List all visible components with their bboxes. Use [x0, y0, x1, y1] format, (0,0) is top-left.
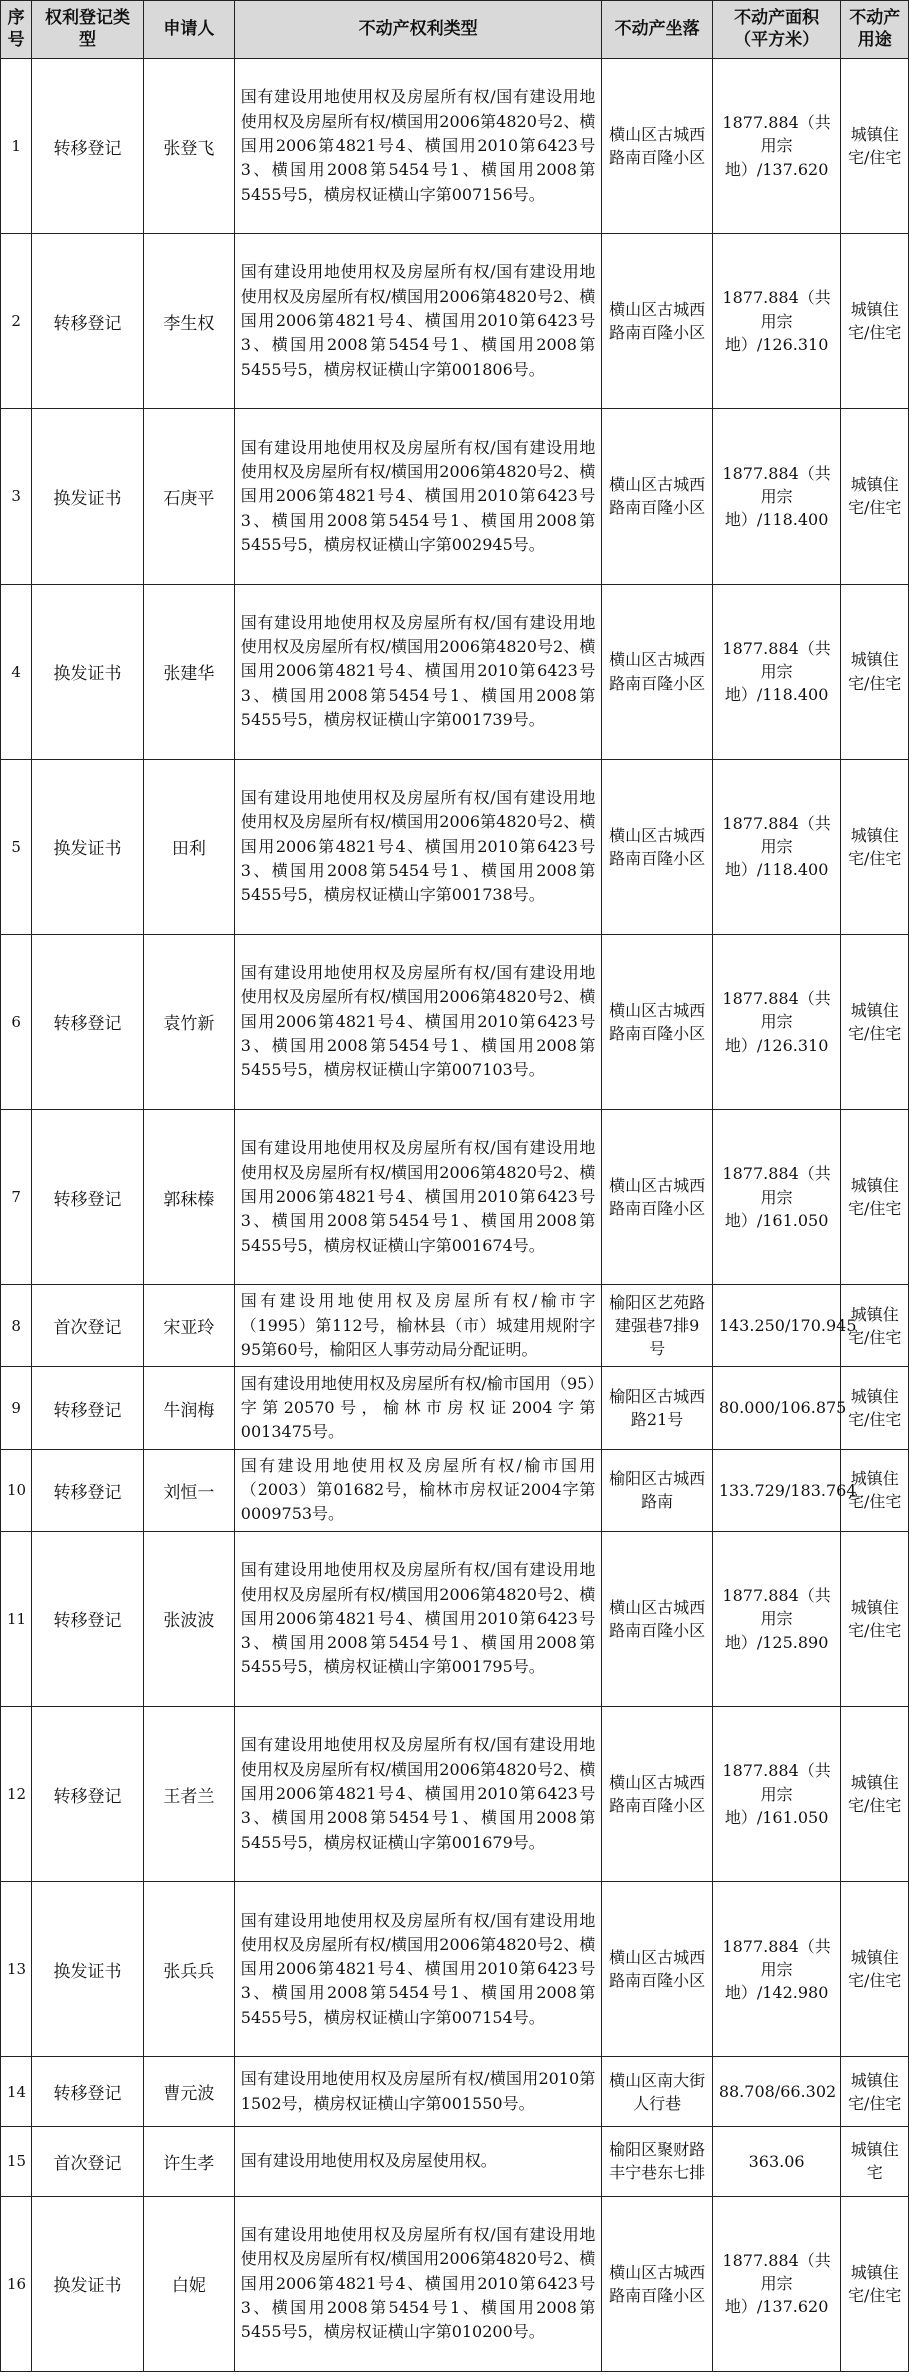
row-number: 14 — [1, 2057, 32, 2127]
applicant-name: 田利 — [143, 759, 234, 934]
right-type-text: 国有建设用地使用权及房屋所有权/国有建设用地使用权及房屋所有权/横国用2006第4820号2、横国用2006第4821号4、横国用2010第6423号3、横国用2008第5454号1、横国用2008第5455号5，横房权证横山字第007103号。 — [234, 934, 602, 1109]
applicant-name: 张建华 — [143, 584, 234, 759]
property-use: 城镇住宅/住宅 — [841, 2196, 909, 2371]
table-row — [1, 1882, 909, 2057]
property-location: 横山区南大街人行巷 — [602, 2057, 712, 2127]
row-number: 4 — [1, 584, 32, 759]
property-location: 横山区古城西路南百隆小区 — [602, 934, 712, 1109]
property-area: 1877.884（共用宗地）/118.400 — [712, 584, 841, 759]
applicant-name: 张兵兵 — [143, 1882, 234, 2057]
header-no: 序号 — [1, 1, 32, 59]
row-number: 5 — [1, 759, 32, 934]
property-location: 榆阳区古城西路21号 — [602, 1367, 712, 1449]
property-location: 横山区古城西路南百隆小区 — [602, 1707, 712, 1882]
property-location: 横山区古城西路南百隆小区 — [602, 2196, 712, 2371]
right-type-text: 国有建设用地使用权及房屋使用权。 — [234, 2127, 602, 2197]
property-location: 横山区古城西路南百隆小区 — [602, 234, 712, 409]
property-location: 横山区古城西路南百隆小区 — [602, 1531, 712, 1706]
applicant-name: 郭秣榛 — [143, 1110, 234, 1285]
row-number: 15 — [1, 2127, 32, 2197]
property-area: 1877.884（共用宗地）/137.620 — [712, 2196, 841, 2371]
registration-type: 转移登记 — [32, 1707, 144, 1882]
property-use: 城镇住宅/住宅 — [841, 1285, 909, 1367]
table-row — [1, 409, 909, 584]
table-row — [1, 2196, 909, 2371]
property-use: 城镇住宅/住宅 — [841, 1882, 909, 2057]
header-right-type: 不动产权利类型 — [234, 1, 602, 59]
row-number: 11 — [1, 1531, 32, 1706]
property-area: 143.250/170.945 — [712, 1285, 841, 1367]
table-row — [1, 1110, 909, 1285]
header-area: 不动产面积（平方米） — [712, 1, 841, 59]
header-applicant: 申请人 — [143, 1, 234, 59]
property-area: 133.729/183.764 — [712, 1449, 841, 1531]
right-type-text: 国有建设用地使用权及房屋所有权/国有建设用地使用权及房屋所有权/横国用2006第4820号2、横国用2006第4821号4、横国用2010第6423号3、横国用2008第5454号1、横国用2008第5455号5，横房权证横山字第010200号。 — [234, 2196, 602, 2371]
property-area: 1877.884（共用宗地）/126.310 — [712, 934, 841, 1109]
registration-type: 转移登记 — [32, 59, 144, 234]
right-type-text: 国有建设用地使用权及房屋所有权/国有建设用地使用权及房屋所有权/横国用2006第4820号2、横国用2006第4821号4、横国用2010第6423号3、横国用2008第5454号1、横国用2008第5455号5，横房权证横山字第001674号。 — [234, 1110, 602, 1285]
right-type-text: 国有建设用地使用权及房屋所有权/国有建设用地使用权及房屋所有权/横国用2006第4820号2、横国用2006第4821号4、横国用2010第6423号3、横国用2008第5454号1、横国用2008第5455号5，横房权证横山字第001795号。 — [234, 1531, 602, 1706]
registration-type: 转移登记 — [32, 1367, 144, 1449]
row-number: 12 — [1, 1707, 32, 1882]
property-location: 横山区古城西路南百隆小区 — [602, 409, 712, 584]
property-area: 363.06 — [712, 2127, 841, 2197]
applicant-name: 刘恒一 — [143, 1449, 234, 1531]
property-use: 城镇住宅/住宅 — [841, 1449, 909, 1531]
property-area: 1877.884（共用宗地）/118.400 — [712, 759, 841, 934]
right-type-text: 国有建设用地使用权及房屋所有权/榆市国用（2003）第01682号，榆林市房权证2004字第0009753号。 — [234, 1449, 602, 1531]
property-area: 1877.884（共用宗地）/137.620 — [712, 59, 841, 234]
property-use: 城镇住宅/住宅 — [841, 1707, 909, 1882]
right-type-text: 国有建设用地使用权及房屋所有权/国有建设用地使用权及房屋所有权/横国用2006第4820号2、横国用2006第4821号4、横国用2010第6423号3、横国用2008第5454号1、横国用2008第5455号5，横房权证横山字第007156号。 — [234, 59, 602, 234]
applicant-name: 宋亚玲 — [143, 1285, 234, 1367]
table-row — [1, 934, 909, 1109]
registration-type: 转移登记 — [32, 234, 144, 409]
table-row — [1, 1707, 909, 1882]
registration-type: 首次登记 — [32, 1285, 144, 1367]
applicant-name: 牛润梅 — [143, 1367, 234, 1449]
right-type-text: 国有建设用地使用权及房屋所有权/国有建设用地使用权及房屋所有权/横国用2006第4820号2、横国用2006第4821号4、横国用2010第6423号3、横国用2008第5454号1、横国用2008第5455号5，横房权证横山字第001806号。 — [234, 234, 602, 409]
property-use: 城镇住宅/住宅 — [841, 934, 909, 1109]
right-type-text: 国有建设用地使用权及房屋所有权/国有建设用地使用权及房屋所有权/横国用2006第4820号2、横国用2006第4821号4、横国用2010第6423号3、横国用2008第5454号1、横国用2008第5455号5，横房权证横山字第007154号。 — [234, 1882, 602, 2057]
property-location: 榆阳区艺苑路建强巷7排9号 — [602, 1285, 712, 1367]
property-use: 城镇住宅/住宅 — [841, 409, 909, 584]
right-type-text: 国有建设用地使用权及房屋所有权/横国用2010第1502号，横房权证横山字第001550号。 — [234, 2057, 602, 2127]
property-area: 1877.884（共用宗地）/126.310 — [712, 234, 841, 409]
property-area: 1877.884（共用宗地）/118.400 — [712, 409, 841, 584]
header-row — [1, 1, 909, 59]
property-use: 城镇住宅 — [841, 2127, 909, 2197]
applicant-name: 石庚平 — [143, 409, 234, 584]
row-number: 2 — [1, 234, 32, 409]
registration-type: 转移登记 — [32, 1110, 144, 1285]
table-row — [1, 59, 909, 234]
row-number: 1 — [1, 59, 32, 234]
table-row — [1, 1531, 909, 1706]
registration-type: 换发证书 — [32, 409, 144, 584]
applicant-name: 张登飞 — [143, 59, 234, 234]
registration-type: 换发证书 — [32, 759, 144, 934]
right-type-text: 国有建设用地使用权及房屋所有权/榆市国用（95）字第20570号，榆林市房权证2004字第0013475号。 — [234, 1367, 602, 1449]
property-area: 1877.884（共用宗地）/142.980 — [712, 1882, 841, 2057]
property-use: 城镇住宅/住宅 — [841, 59, 909, 234]
property-location: 横山区古城西路南百隆小区 — [602, 584, 712, 759]
registration-type: 换发证书 — [32, 584, 144, 759]
right-type-text: 国有建设用地使用权及房屋所有权/榆市字（1995）第112号，榆林县（市）城建用规附字95第60号，榆阳区人事劳动局分配证明。 — [234, 1285, 602, 1367]
table-row — [1, 1285, 909, 1367]
table-row — [1, 584, 909, 759]
property-area: 1877.884（共用宗地）/125.890 — [712, 1531, 841, 1706]
right-type-text: 国有建设用地使用权及房屋所有权/国有建设用地使用权及房屋所有权/横国用2006第4820号2、横国用2006第4821号4、横国用2010第6423号3、横国用2008第5454号1、横国用2008第5455号5，横房权证横山字第001679号。 — [234, 1707, 602, 1882]
row-number: 9 — [1, 1367, 32, 1449]
property-use: 城镇住宅/住宅 — [841, 234, 909, 409]
property-area: 80.000/106.875 — [712, 1367, 841, 1449]
table-row — [1, 1449, 909, 1531]
property-use: 城镇住宅/住宅 — [841, 1531, 909, 1706]
property-location: 横山区古城西路南百隆小区 — [602, 1110, 712, 1285]
right-type-text: 国有建设用地使用权及房屋所有权/国有建设用地使用权及房屋所有权/横国用2006第4820号2、横国用2006第4821号4、横国用2010第6423号3、横国用2008第5454号1、横国用2008第5455号5，横房权证横山字第001738号。 — [234, 759, 602, 934]
applicant-name: 李生权 — [143, 234, 234, 409]
property-area: 1877.884（共用宗地）/161.050 — [712, 1110, 841, 1285]
table-row — [1, 234, 909, 409]
registration-type: 换发证书 — [32, 1882, 144, 2057]
row-number: 16 — [1, 2196, 32, 2371]
registration-type: 转移登记 — [32, 1531, 144, 1706]
applicant-name: 王者兰 — [143, 1707, 234, 1882]
property-location: 横山区古城西路南百隆小区 — [602, 59, 712, 234]
right-type-text: 国有建设用地使用权及房屋所有权/国有建设用地使用权及房屋所有权/横国用2006第4820号2、横国用2006第4821号4、横国用2010第6423号3、横国用2008第5454号1、横国用2008第5455号5，横房权证横山字第002945号。 — [234, 409, 602, 584]
table-row — [1, 1367, 909, 1449]
property-area: 88.708/66.302 — [712, 2057, 841, 2127]
property-location: 横山区古城西路南百隆小区 — [602, 1882, 712, 2057]
registration-type: 首次登记 — [32, 2127, 144, 2197]
row-number: 10 — [1, 1449, 32, 1531]
table-row — [1, 759, 909, 934]
property-use: 城镇住宅/住宅 — [841, 1110, 909, 1285]
property-use: 城镇住宅/住宅 — [841, 1367, 909, 1449]
applicant-name: 曹元波 — [143, 2057, 234, 2127]
applicant-name: 许生孝 — [143, 2127, 234, 2197]
applicant-name: 袁竹新 — [143, 934, 234, 1109]
header-location: 不动产坐落 — [602, 1, 712, 59]
registration-type: 转移登记 — [32, 1449, 144, 1531]
property-location: 榆阳区古城西路南 — [602, 1449, 712, 1531]
property-use: 城镇住宅/住宅 — [841, 584, 909, 759]
table-body — [1, 59, 909, 2372]
applicant-name: 白妮 — [143, 2196, 234, 2371]
property-use: 城镇住宅/住宅 — [841, 759, 909, 934]
row-number: 8 — [1, 1285, 32, 1367]
table-row — [1, 2127, 909, 2197]
property-area: 1877.884（共用宗地）/161.050 — [712, 1707, 841, 1882]
registration-type: 转移登记 — [32, 934, 144, 1109]
row-number: 3 — [1, 409, 32, 584]
property-location: 横山区古城西路南百隆小区 — [602, 759, 712, 934]
table-row — [1, 2057, 909, 2127]
table-header — [1, 1, 909, 59]
header-use: 不动产用途 — [841, 1, 909, 59]
row-number: 6 — [1, 934, 32, 1109]
right-type-text: 国有建设用地使用权及房屋所有权/国有建设用地使用权及房屋所有权/横国用2006第4820号2、横国用2006第4821号4、横国用2010第6423号3、横国用2008第5454号1、横国用2008第5455号5，横房权证横山字第001739号。 — [234, 584, 602, 759]
property-location: 榆阳区聚财路丰宁巷东七排 — [602, 2127, 712, 2197]
row-number: 13 — [1, 1882, 32, 2057]
row-number: 7 — [1, 1110, 32, 1285]
registration-type: 转移登记 — [32, 2057, 144, 2127]
property-use: 城镇住宅/住宅 — [841, 2057, 909, 2127]
header-registration-type: 权利登记类型 — [32, 1, 144, 59]
registration-type: 换发证书 — [32, 2196, 144, 2371]
applicant-name: 张波波 — [143, 1531, 234, 1706]
